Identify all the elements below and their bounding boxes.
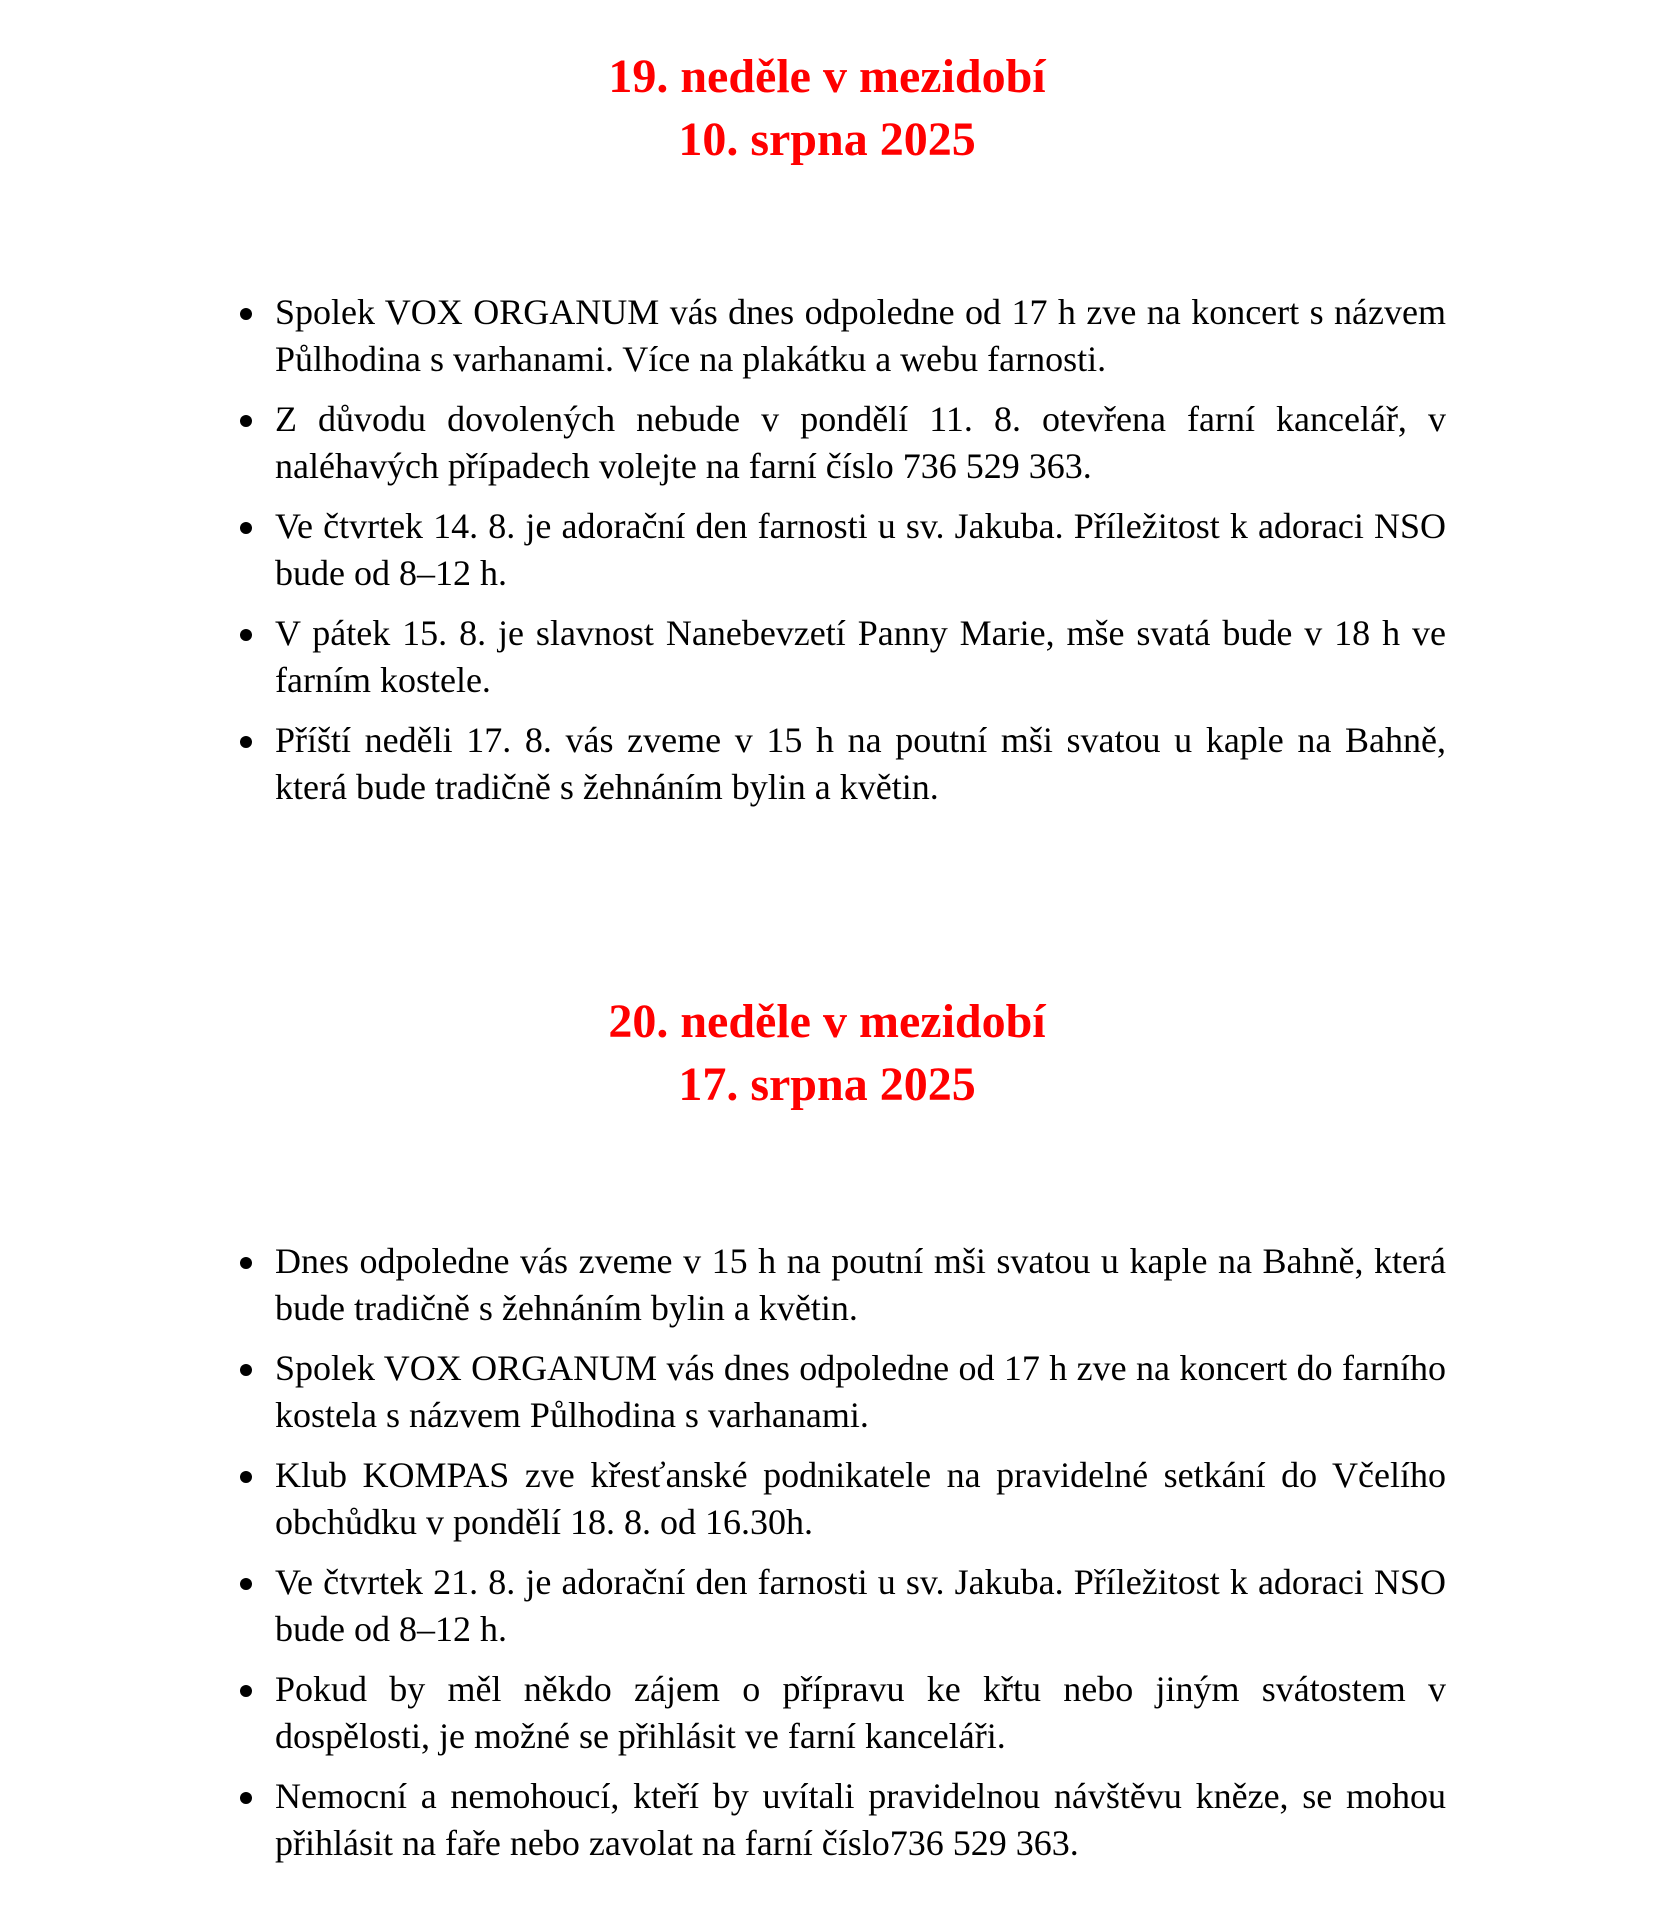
section-heading bbox=[0, 990, 1654, 1116]
heading-sunday-name: 20. neděle v mezidobí bbox=[608, 995, 1046, 1048]
bullet-icon bbox=[240, 1364, 252, 1376]
list-item bbox=[232, 1238, 1446, 1332]
list-item bbox=[232, 396, 1446, 490]
bullet-icon bbox=[240, 736, 252, 748]
list-item bbox=[232, 610, 1446, 704]
bullet-icon bbox=[240, 1792, 252, 1804]
notice-text: Dnes odpoledne vás zveme v 15 h na poutní mši svatou u kaple na Bahně, která bude tradičně s žehnáním bylin a květin. bbox=[275, 1241, 1446, 1328]
bullet-icon bbox=[240, 629, 252, 641]
bullet-icon bbox=[240, 1578, 252, 1590]
bullet-icon bbox=[240, 1257, 252, 1269]
notice-text: Nemocní a nemohoucí, kteří by uvítali pravidelnou návštěvu kněze, se mohou přihlásit na faře nebo zavolat na farní číslo736 529 363. bbox=[275, 1776, 1446, 1863]
bullet-icon bbox=[240, 415, 252, 427]
notice-text: V pátek 15. 8. je slavnost Nanebevzetí Panny Marie, mše svatá bude v 18 h ve farním kostele. bbox=[275, 613, 1446, 700]
notice-text: Ve čtvrtek 21. 8. je adorační den farnosti u sv. Jakuba. Příležitost k adoraci NSO bude od 8–12 h. bbox=[275, 1562, 1446, 1649]
heading-date: 10. srpna 2025 bbox=[678, 113, 976, 166]
notice-text: Příští neděli 17. 8. vás zveme v 15 h na poutní mši svatou u kaple na Bahně, která bude tradičně s žehnáním bylin a květin. bbox=[275, 720, 1446, 807]
section-week-20 bbox=[0, 990, 1654, 1863]
notice-list bbox=[232, 289, 1446, 824]
bullet-icon bbox=[240, 308, 252, 320]
notice-text: Pokud by měl někdo zájem o přípravu ke křtu nebo jiným svátostem v dospělosti, je možné se přihlásit ve farní kanceláři. bbox=[275, 1669, 1446, 1756]
section-week-19 bbox=[0, 45, 1654, 807]
heading-date: 17. srpna 2025 bbox=[678, 1058, 976, 1111]
notice-text: Ve čtvrtek 14. 8. je adorační den farnosti u sv. Jakuba. Příležitost k adoraci NSO bude od 8–12 h. bbox=[275, 506, 1446, 593]
list-item bbox=[232, 1559, 1446, 1653]
heading-sunday-name: 19. neděle v mezidobí bbox=[608, 50, 1046, 103]
notice-list bbox=[232, 1238, 1446, 1880]
bullet-icon bbox=[240, 1685, 252, 1697]
notice-text: Spolek VOX ORGANUM vás dnes odpoledne od 17 h zve na koncert s názvem Půlhodina s varhanami. Více na plakátku a webu farnosti. bbox=[275, 292, 1446, 379]
list-item bbox=[232, 503, 1446, 597]
notice-text: Klub KOMPAS zve křesťanské podnikatele na pravidelné setkání do Včelího obchůdku v pondělí 18. 8. od 16.30h. bbox=[275, 1455, 1446, 1542]
notice-text: Z důvodu dovolených nebude v pondělí 11. 8. otevřena farní kancelář, v naléhavých případech volejte na farní číslo 736 529 363. bbox=[275, 399, 1446, 486]
list-item bbox=[232, 1773, 1446, 1867]
section-heading bbox=[0, 45, 1654, 171]
list-item bbox=[232, 1452, 1446, 1546]
bullet-icon bbox=[240, 1471, 252, 1483]
bullet-icon bbox=[240, 522, 252, 534]
list-item bbox=[232, 289, 1446, 383]
notice-text: Spolek VOX ORGANUM vás dnes odpoledne od 17 h zve na koncert do farního kostela s názvem Půlhodina s varhanami. bbox=[275, 1348, 1446, 1435]
list-item bbox=[232, 717, 1446, 811]
list-item bbox=[232, 1345, 1446, 1439]
list-item bbox=[232, 1666, 1446, 1760]
